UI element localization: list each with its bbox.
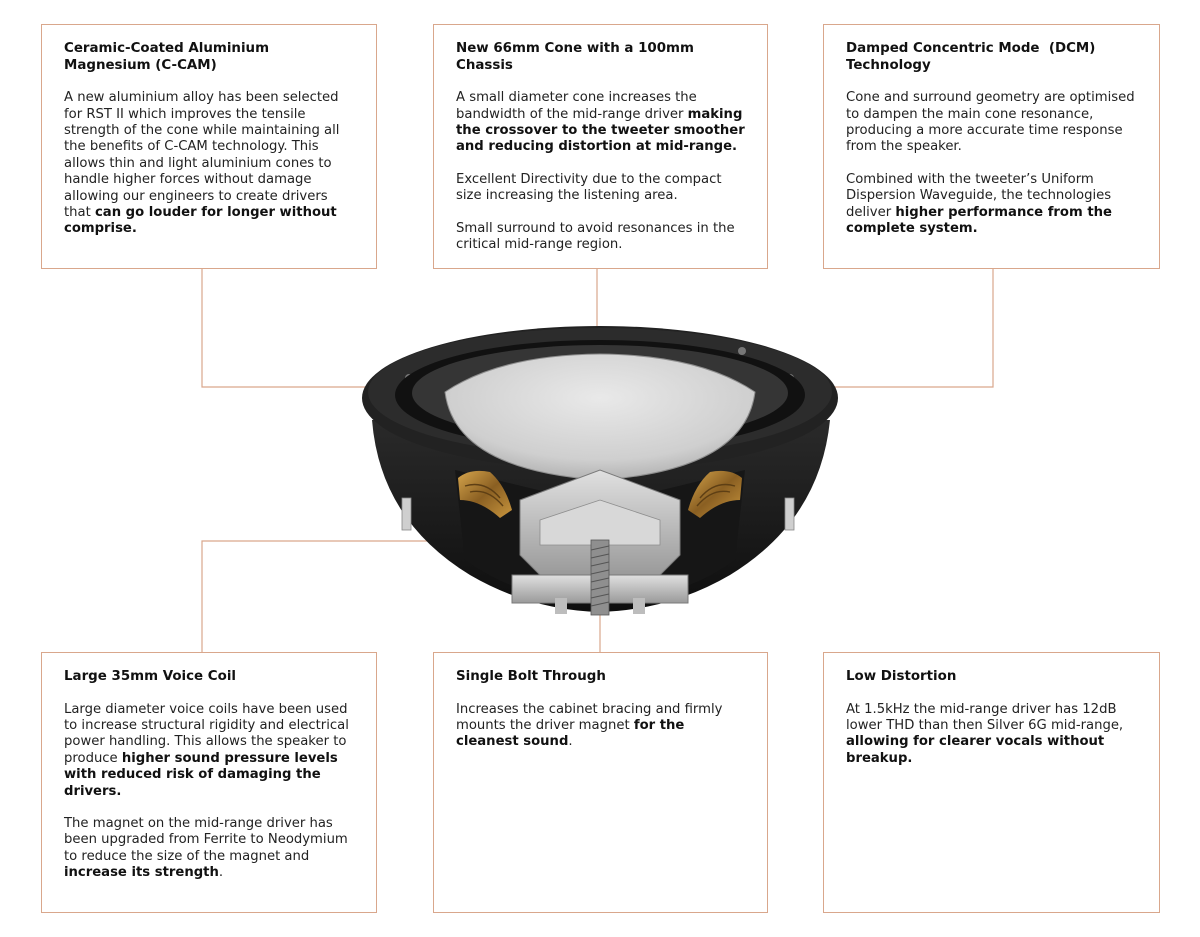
bolt (591, 540, 609, 615)
driver-illustration (362, 326, 838, 615)
feature-paragraph: Cone and surround geometry are optimised to dampen the main cone resonance, producing a more accurate time response from the speaker. (846, 90, 1135, 155)
feature-title: New 66mm Cone with a 100mm Chassis (456, 41, 694, 73)
feature-paragraph: A new aluminium alloy has been selected for RST II which improves the tensile strength of the cone while maintaining all the benefits of C-CAM technology. This allows thin and light aluminium cones to handle higher forces without damage allowing our engineers to create drivers that can go louder for longer without comprise. (64, 90, 340, 237)
feature-paragraph: Excellent Directivity due to the compact size increasing the listening area. (456, 171, 722, 204)
feature-paragraph: Large diameter voice coils have been used to increase structural rigidity and electrical power handling. This allows the speaker to produce higher sound pressure levels with reduced risk of damaging the drivers. (64, 701, 349, 799)
mounting-hole-right (738, 347, 746, 355)
feature-title: Large 35mm Voice Coil (64, 669, 237, 684)
terminal-right (785, 498, 794, 530)
feature-box-distortion (823, 652, 1160, 913)
feature-title: Damped Concentric Mode (DCM) Technology (846, 41, 1101, 73)
feature-paragraph: The magnet on the mid-range driver has been upgraded from Ferrite to Neodymium to reduce the size of the magnet and increase its strength. (64, 816, 348, 881)
feature-title: Low Distortion (846, 669, 957, 684)
feature-paragraph: A small diameter cone increases the bandwidth of the mid-range driver making the crossover to the tweeter smoother and reducing distortion at mid-range. (456, 90, 745, 155)
feature-paragraph: Combined with the tweeter’s Uniform Dispersion Waveguide, the technologies deliver higher performance from the complete system. (846, 171, 1112, 237)
feature-paragraph: Increases the cabinet bracing and firmly mounts the driver magnet for the cleanest sound. (456, 701, 723, 750)
feature-paragraph: Small surround to avoid resonances in the critical mid-range region. (456, 220, 735, 253)
terminal-left (402, 498, 411, 530)
feature-box-dcm (823, 24, 1160, 269)
feature-box-cone (433, 24, 768, 269)
feature-box-bolt (433, 652, 768, 913)
feature-title: Ceramic-Coated Aluminium Magnesium (C-CAM) (64, 41, 270, 73)
feature-box-ccam (41, 24, 377, 269)
feature-paragraph: At 1.5kHz the mid-range driver has 12dB lower THD than then Silver 6G mid-range, allowing for clearer vocals without breakup. (846, 701, 1124, 766)
feature-title: Single Bolt Through (456, 669, 606, 684)
feature-box-voice-coil (41, 652, 377, 913)
